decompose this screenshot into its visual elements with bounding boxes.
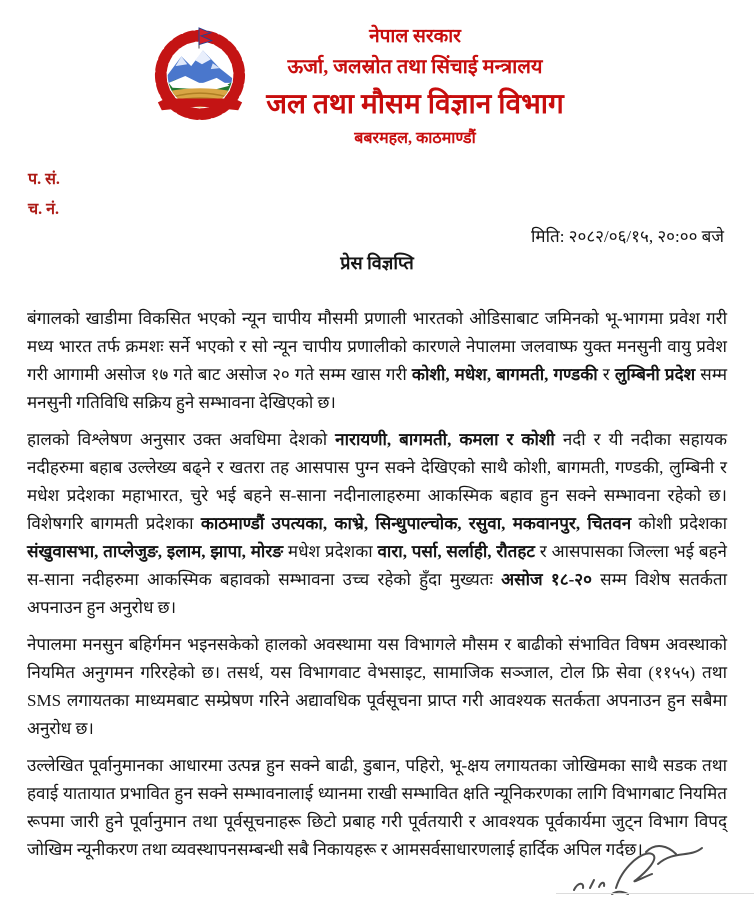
handwritten-signature: [558, 838, 728, 897]
text-segment: नदी र यी नदीका सहायक नदीहरुमा बहाब उल्लेख्य बढ्ने र खतरा तह आसपास पुग्न सक्ने देखिएको साथै कोशी, बागमती, गण्डकी, लुम्बिनी र मधेश प्रदेशका महाभारत, चुरे भई बहने स-साना नदीनालाहरुमा आकस्मिक बहाव हुन सक्ने सम्भावना रहेको छ। विशेषगरि बागमती प्रदेशका: [27, 430, 728, 533]
text-segment: मधेश प्रदेशका: [283, 542, 378, 561]
text-segment: हालको विश्लेषण अनुसार उक्त अवधिमा देशको: [27, 430, 336, 449]
text-segment: सम्म मनसुनी गतिविधि सक्रिय हुने सम्भावना देखिएको छ।: [27, 365, 728, 412]
paragraph: [27, 305, 727, 417]
ministry-name: ऊर्जा, जलस्रोत तथा सिंचाई मन्त्रालय: [287, 56, 543, 78]
page-edge-divider: [556, 893, 754, 894]
government-name: नेपाल सरकार: [369, 26, 461, 47]
text-segment: कोशी प्रदेशका: [631, 514, 727, 533]
reference-block: [28, 172, 754, 218]
nepal-government-emblem-icon: [146, 26, 254, 128]
text-segment: नेपालमा मनसुन बहिर्गमन भइनसकेको हालको अवस्थामा यस विभागले मौसम र बाढीको संभावित विषम अवस्थाको नियमित अनुगमन गरिरहेको छ। तसर्थ, यस विभागवाट वेभसाइट, सामाजिक सञ्जाल, टोल फ्रि सेवा (११५५) तथा SMS लगायतका माध्यमबाट सम्प्रेषण गरिने अद्यावधिक पूर्वसूचना प्राप्त गरी आवश्यक सतर्कता अपनाउन हुन सबैमा अनुरोध छ।: [27, 635, 727, 738]
bold-text-segment: नारायणी, बागमती, कमला र कोशी: [335, 430, 555, 449]
text-segment: र: [597, 365, 615, 384]
bold-text-segment: वारा, पर्सा, सर्लाही, रौतहट: [377, 542, 535, 561]
department-address: बबरमहल, काठमाण्डौं: [354, 130, 476, 147]
body-paragraphs: [27, 305, 727, 864]
bold-text-segment: संखुवासभा, ताप्लेजुङ, इलाम, झापा, मोरङ: [27, 542, 284, 561]
bold-text-segment: काठमाण्डौं उपत्यका, काभ्रे, सिन्धुपाल्चोक, रसुवा, मकवानपुर, चितवन: [200, 514, 632, 533]
chalani-number-label: च. नं.: [28, 201, 60, 218]
department-name: जल तथा मौसम विज्ञान विभाग: [266, 89, 564, 120]
bold-text-segment: असोज १८-२०: [501, 570, 592, 589]
text-segment: र आसपासका जिल्ला भई बहने स-साना नदीहरुमा आकस्मिक बहावको सम्भावना उच्च रहेको हुँदा मुख्यतः: [27, 542, 727, 589]
text-segment: बंगालको खाडीमा विकसित भएको न्यून चापीय मौसमी प्रणाली भारतको ओडिसाबाट जमिनको भू-भागमा प्रवेश गरी मध्य भारत तर्फ क्रमशः सर्ने भएको र सो न्यून चापीय प्रणालीको कारणले नेपालमा जलवाष्फ युक्त मनसुनी वायु प्रवेश गरी आगामी असोज १७ गते बाट असोज २० गते सम्म खास गरी: [27, 309, 727, 384]
paragraph: [27, 426, 727, 622]
patra-sankhya-label: प. सं.: [28, 171, 60, 188]
paragraph: [27, 631, 727, 743]
page-title: प्रेस विज्ञप्ति: [340, 253, 414, 273]
text-segment: उल्लेखित पूर्वानुमानका आधारमा उत्पन्न हुन सक्ने बाढी, डुबान, पहिरो, भू-क्षय लगायतका जोखिमका साथै सडक तथा हवाई यातायात प्रभावित हुन सक्ने सम्भावनालाई ध्यानमा राखी सम्भावित क्षति न्यूनिकरणका लागि विभागबाट नियमित रूपमा जारी हुने पूर्वानुमान तथा पूर्वसूचनाहरू छिटो प्रबाह गरी पूर्वतयारी र आवश्यक पूर्वकार्यमा जुट्न विभाग विपद् जोखिम न्यूनीकरण तथा व्यवस्थापनसम्बन्धी सबै निकायहरू र आमसर्वसाधारणलाई हार्दिक अपिल गर्दछ।: [27, 756, 727, 859]
date-line: मिति: २०८२/०६/१५, २०:०० बजे: [531, 227, 724, 246]
bold-text-segment: कोशी, मधेश, बागमती, गण्डकी: [411, 365, 598, 384]
text-segment: सम्म विशेष सतर्कता अपनाउन हुन अनुरोध छ।: [27, 570, 727, 617]
bold-text-segment: लुम्बिनी प्रदेश: [614, 365, 696, 384]
